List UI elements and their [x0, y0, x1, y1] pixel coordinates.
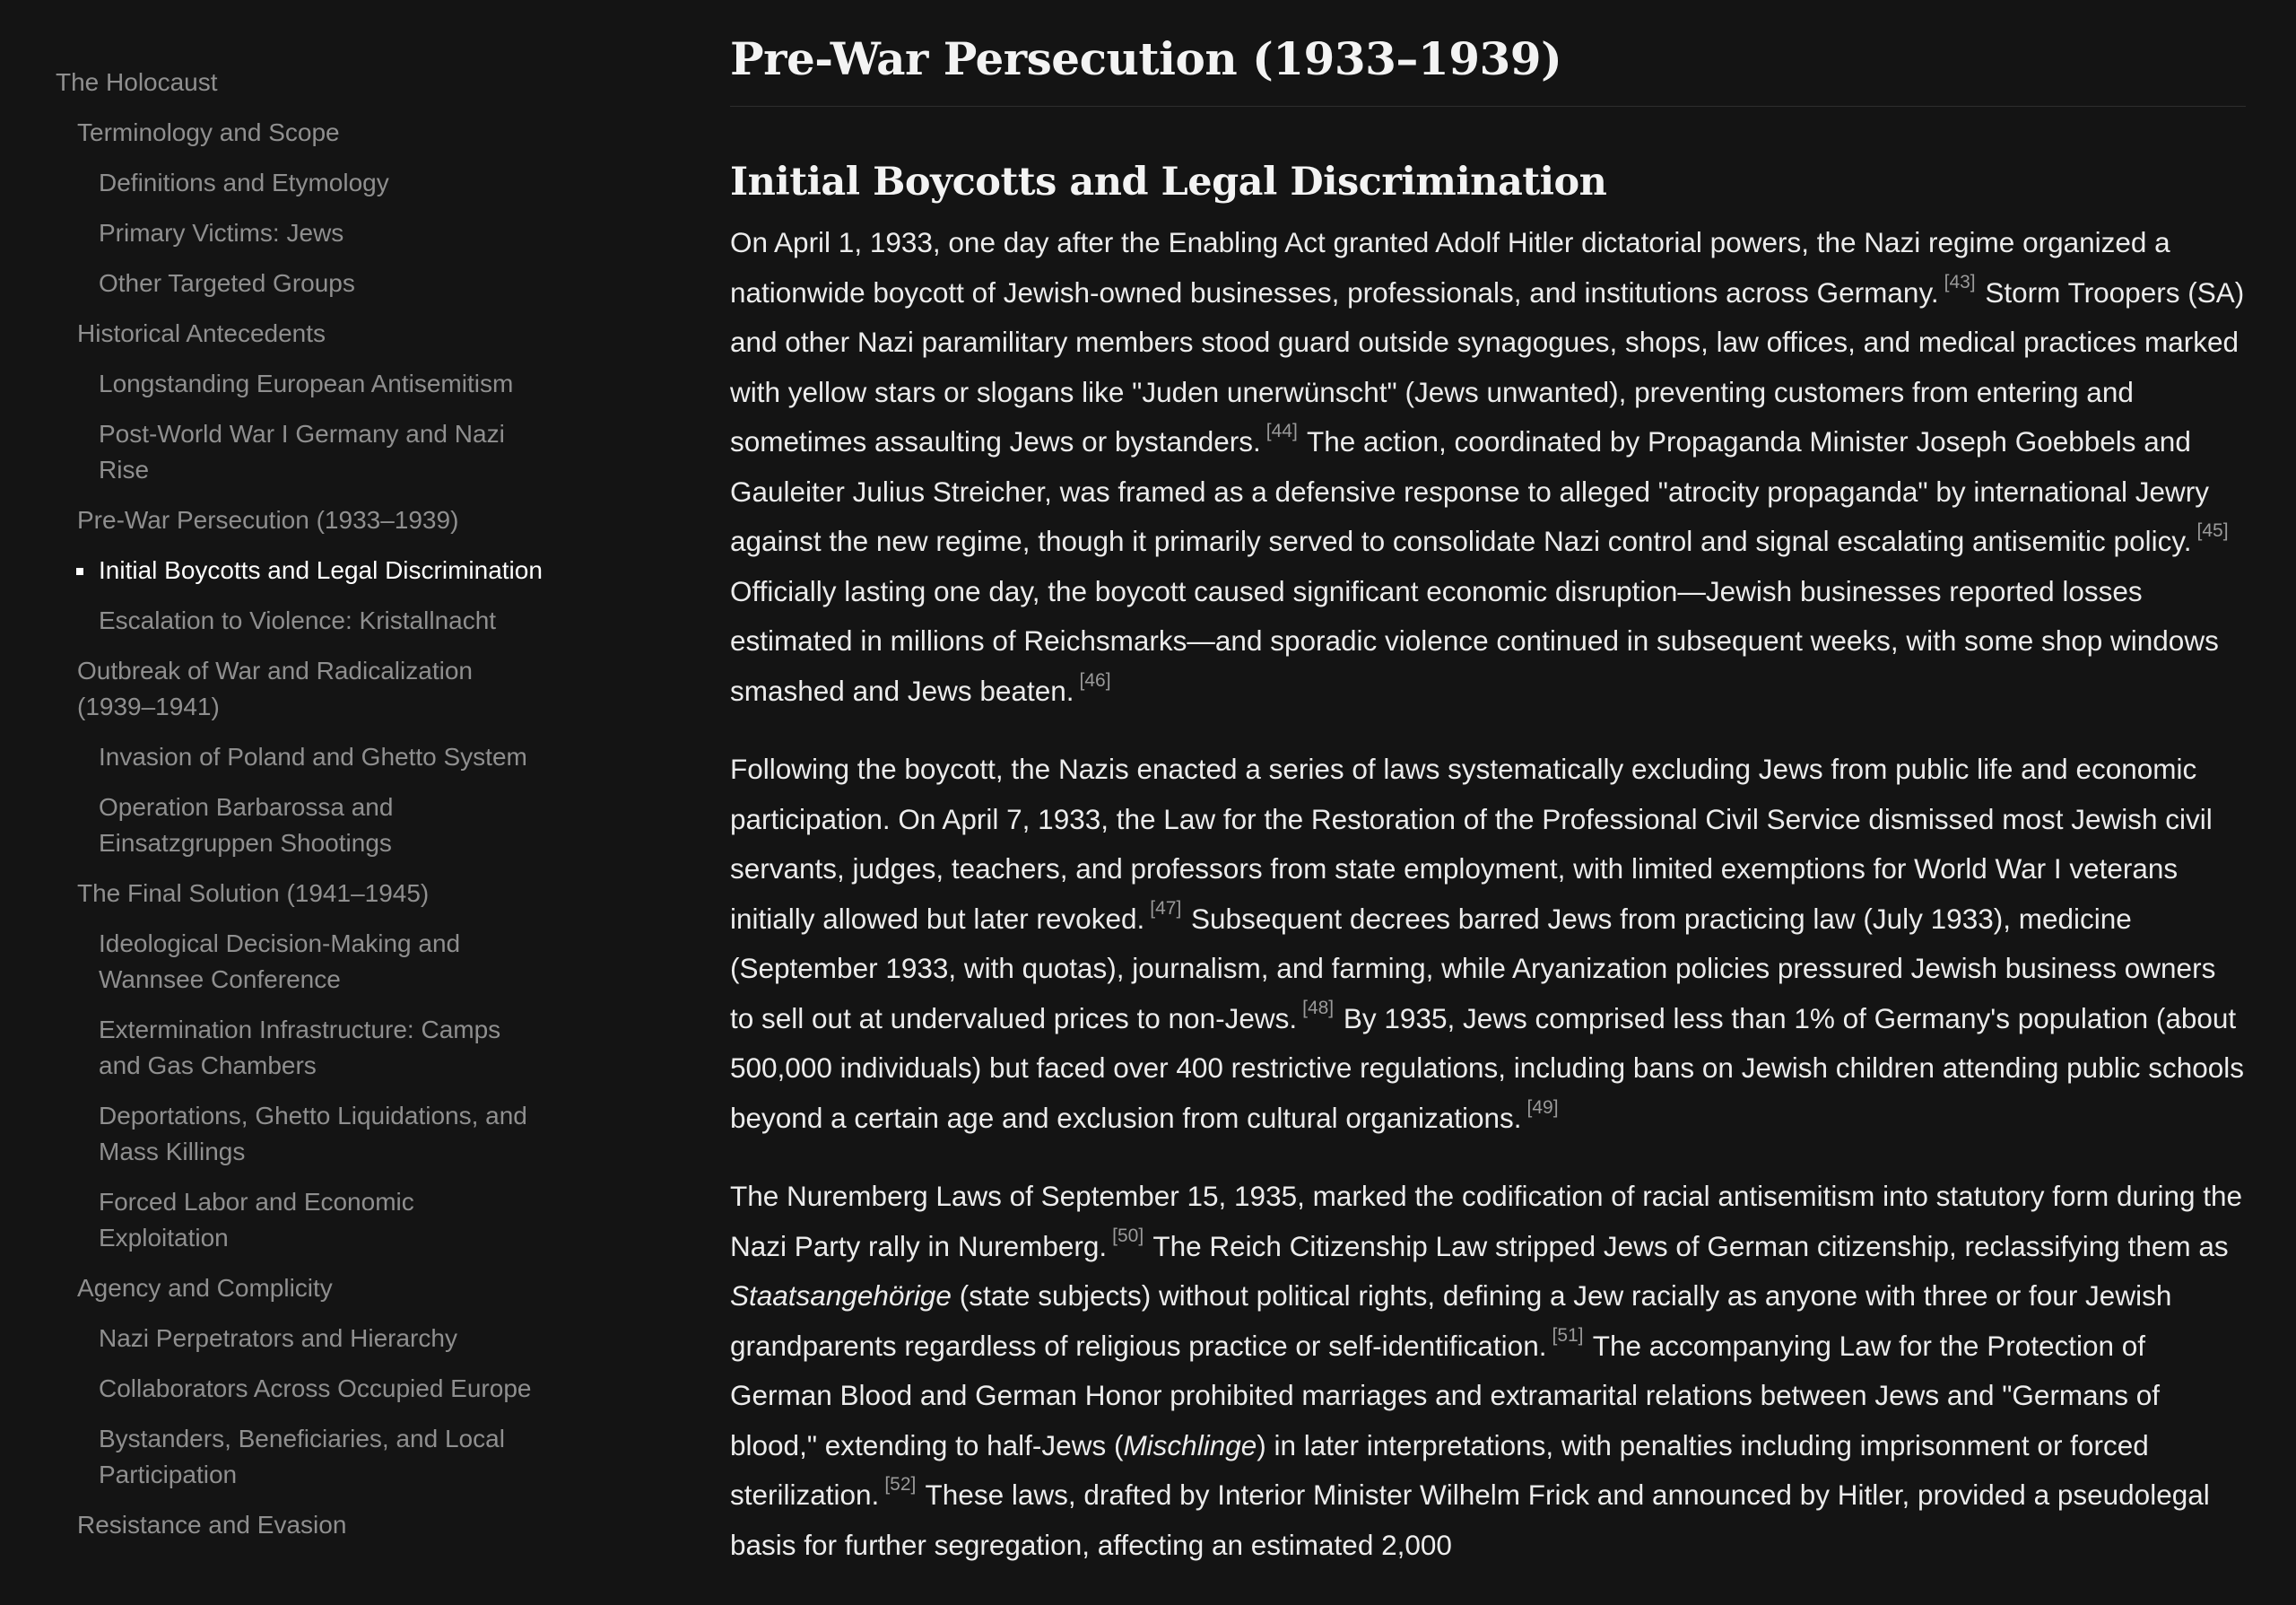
toc-item-label: Other Targeted Groups [99, 269, 355, 297]
paragraph-text: On April 1, 1933, one day after the Enabling Act granted Adolf Hitler dictatorial powers, the Nazi regime organized a nationwide boycott of Jewish-owned businesses, professionals, and institutions across Germany. [730, 226, 2170, 309]
citation-link[interactable]: [50] [1112, 1225, 1144, 1246]
toc-item[interactable] [0, 366, 547, 402]
article-paragraph [730, 1172, 2246, 1570]
toc-item[interactable] [0, 1184, 547, 1256]
toc-item-label: Initial Boycotts and Legal Discrimination [99, 556, 543, 584]
toc-item-label: Operation Barbarossa and Einsatzgruppen Shootings [99, 793, 394, 857]
citation-link[interactable]: [44] [1265, 421, 1298, 442]
toc-item[interactable] [0, 215, 547, 251]
toc-item[interactable] [0, 165, 547, 201]
article-paragraph [730, 745, 2246, 1143]
toc-list [0, 65, 574, 1543]
paragraph-text: ) in later interpretations, with penalties including imprisonment or forced sterilization. [730, 1428, 2149, 1511]
paragraph-text: Storm Troopers (SA) and other Nazi paramilitary members stood guard outside synagogues, shops, law offices, and medical practices marked with yellow stars or slogans like "Juden unerwünscht" (Jews unwanted), preventing customers from entering and sometimes assaulting Jews or bystanders. [730, 275, 2245, 458]
paragraph-text: These laws, drafted by Interior Minister Wilhelm Frick and announced by Hitler, provided a pseudolegal basis for further segregation, affecting an estimated 2,000 [730, 1479, 2210, 1561]
paragraph-text: By 1935, Jews comprised less than 1% of Germany's population (about 500,000 individuals) but faced over 400 restrictive regulations, including bans on Jewish children attending public schools beyond a certain age and exclusion from cultural organizations. [730, 1001, 2245, 1134]
toc-item[interactable] [0, 1270, 535, 1306]
toc-item-label: Forced Labor and Economic Exploitation [99, 1188, 414, 1252]
toc-item-label: Terminology and Scope [77, 118, 340, 146]
toc-item-label: Deportations, Ghetto Liquidations, and Mass Killings [99, 1102, 527, 1165]
article-body [730, 218, 2246, 1570]
paragraph-text: The action, coordinated by Propaganda Minister Joseph Goebbels and Gauleiter Julius Streicher, was framed as a defensive response to alleged "atrocity propaganda" by international Jewry against the new regime, though it primarily served to consolidate Nazi control and signal escalating antisemitic policy. [730, 425, 2210, 557]
toc-item-label: Extermination Infrastructure: Camps and Gas Chambers [99, 1016, 501, 1079]
toc-item-label: Collaborators Across Occupied Europe [99, 1374, 532, 1402]
toc-item[interactable] [0, 266, 547, 301]
toc-item[interactable] [0, 926, 547, 998]
toc-item[interactable] [0, 603, 547, 639]
italic-term: Staatsangehörige [730, 1279, 952, 1312]
citation-link[interactable]: [48] [1302, 997, 1335, 1018]
toc-item[interactable] [0, 1321, 547, 1356]
toc-item-label: Escalation to Violence: Kristallnacht [99, 606, 497, 634]
table-of-contents [0, 0, 574, 1605]
paragraph-text: The Nuremberg Laws of September 15, 1935, marked the codification of racial antisemitism into statutory form during the Nazi Party rally in Nuremberg. [730, 1180, 2243, 1262]
toc-item-label: Post-World War I Germany and Nazi Rise [99, 420, 505, 484]
toc-item-label: Historical Antecedents [77, 319, 326, 347]
toc-item-label: Longstanding European Antisemitism [99, 370, 514, 397]
citation-link[interactable]: [45] [2196, 520, 2229, 542]
paragraph-text: Officially lasting one day, the boycott caused significant economic disruption—Jewish businesses reported losses estimated in millions of Reichsmarks—and sporadic violence continued in subsequent weeks, with some shop windows smashed and Jews beaten. [730, 574, 2219, 707]
italic-term: Mischlinge [1123, 1428, 1257, 1461]
toc-item[interactable] [0, 416, 547, 488]
toc-item[interactable] [0, 1012, 547, 1084]
toc-item[interactable] [0, 876, 535, 912]
toc-item[interactable] [0, 502, 535, 538]
paragraph-text: The Reich Citizenship Law stripped Jews of German citizenship, reclassifying them as [1145, 1229, 2229, 1262]
toc-item[interactable] [0, 65, 540, 100]
toc-item-label: Ideological Decision-Making and Wannsee Conference [99, 929, 461, 993]
toc-item[interactable] [0, 1507, 535, 1543]
paragraph-text: Following the boycott, the Nazis enacted a series of laws systematically excluding Jews from public life and economic participation. On April 7, 1933, the Law for the Restoration of the Professional Civil Service dismissed most Jewish civil servants, judges, teachers, and professors from state employment, with limited exemptions for World War I veterans initially allowed but later revoked. [730, 753, 2213, 935]
toc-item[interactable] [0, 739, 547, 775]
toc-item-label: The Holocaust [56, 68, 218, 96]
article-paragraph [730, 218, 2246, 716]
section-heading: Initial Boycotts and Legal Discrimination [730, 160, 1607, 205]
toc-item[interactable] [0, 1371, 547, 1407]
toc-item-label: Primary Victims: Jews [99, 219, 344, 247]
toc-item[interactable] [0, 316, 535, 352]
toc-item-label: Agency and Complicity [77, 1274, 333, 1302]
toc-item[interactable] [0, 1098, 547, 1170]
toc-item[interactable] [0, 789, 547, 861]
toc-item-label: Invasion of Poland and Ghetto System [99, 743, 527, 771]
toc-item-label: The Final Solution (1941–1945) [77, 879, 430, 907]
toc-item-label: Resistance and Evasion [77, 1511, 347, 1539]
toc-item[interactable] [0, 1421, 547, 1493]
citation-link[interactable]: [47] [1150, 897, 1182, 919]
toc-item[interactable] [0, 115, 535, 151]
article-content [730, 0, 2246, 1605]
toc-item[interactable] [0, 553, 547, 589]
citation-link[interactable]: [46] [1079, 669, 1111, 691]
citation-link[interactable]: [49] [1526, 1096, 1559, 1118]
citation-link[interactable]: [43] [1944, 271, 1976, 292]
page-title: Pre-War Persecution (1933–1939) [730, 32, 2246, 107]
toc-item-label: Nazi Perpetrators and Hierarchy [99, 1324, 457, 1352]
toc-item-label: Definitions and Etymology [99, 169, 389, 196]
paragraph-text: The accompanying Law for the Protection of German Blood and German Honor prohibited marriages and extramarital relations between Jews and "Germans of blood," extending to half-Jews ( [730, 1329, 2160, 1461]
toc-item[interactable] [0, 653, 535, 725]
citation-link[interactable]: [52] [884, 1474, 917, 1496]
toc-item-label: Pre-War Persecution (1933–1939) [77, 506, 459, 534]
active-bullet-icon [76, 568, 83, 575]
toc-item-label: Outbreak of War and Radicalization (1939–1941) [77, 657, 473, 720]
toc-item-label: Bystanders, Beneficiaries, and Local Participation [99, 1425, 505, 1488]
citation-link[interactable]: [51] [1552, 1324, 1584, 1346]
paragraph-text: (state subjects) without political rights, defining a Jew racially as anyone with three or four Jewish grandparents regardless of religious practice or self-identification. [730, 1279, 2172, 1362]
paragraph-text: Subsequent decrees barred Jews from practicing law (July 1933), medicine (September 1933, with quotas), journalism, and farming, while Aryanization policies pressured Jewish business owners to sell out at undervalued prices to non-Jews. [730, 902, 2216, 1034]
